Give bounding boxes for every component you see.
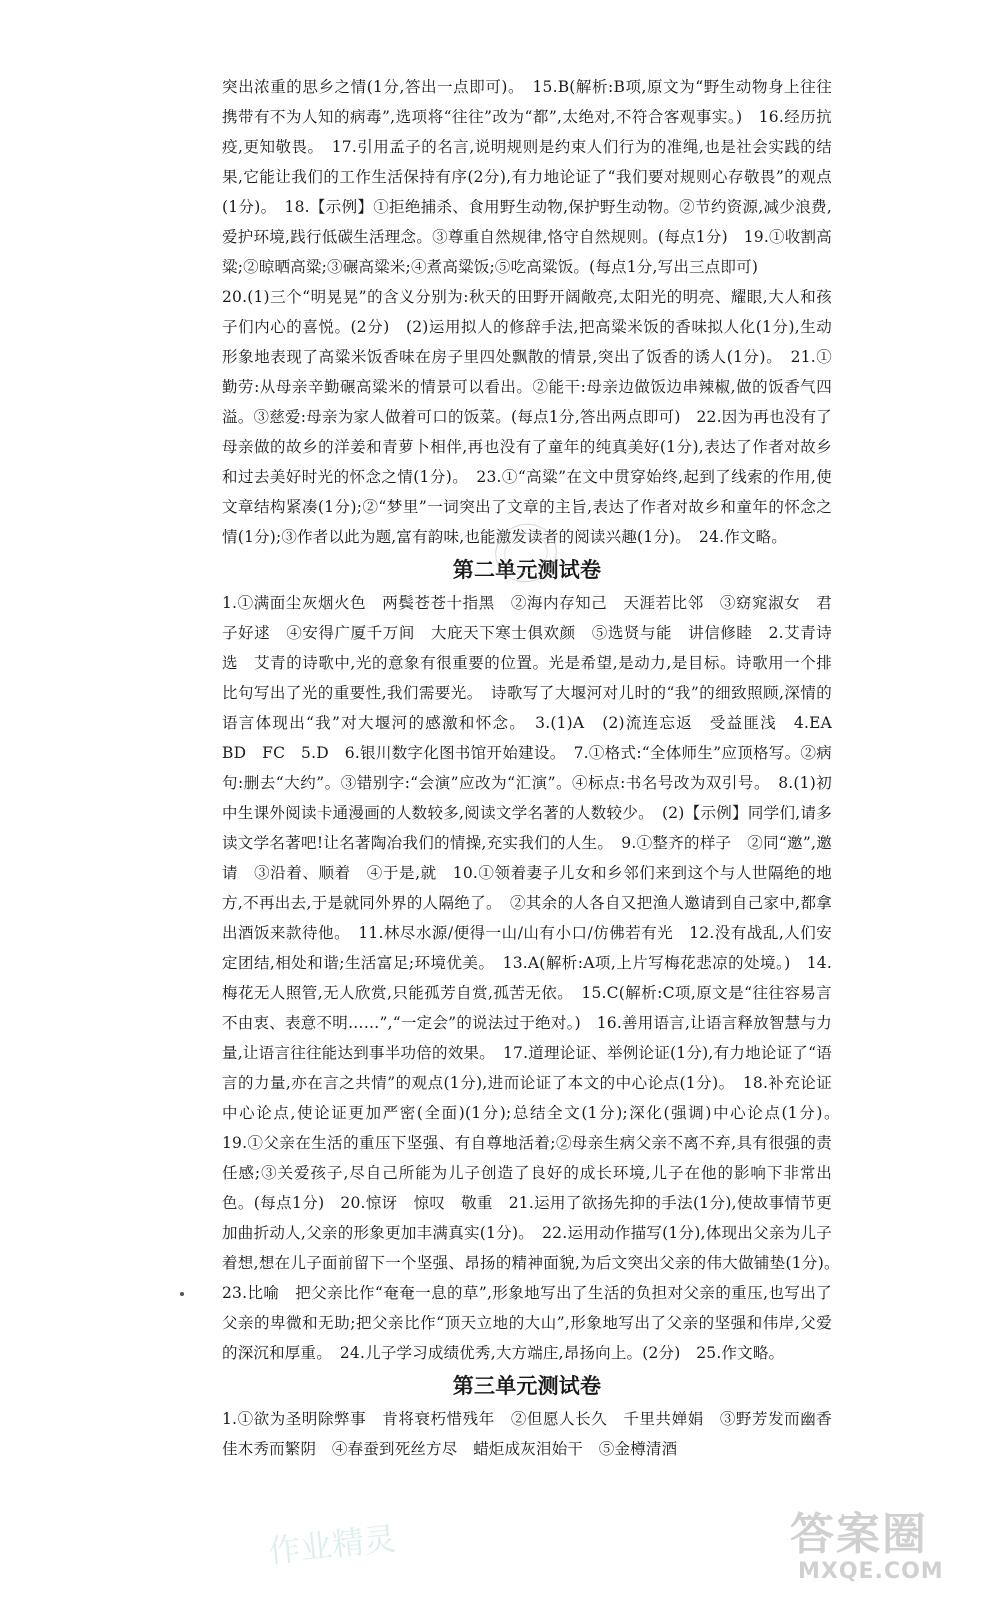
answer-paragraph: 1.①欲为圣明除弊事 肯将衰朽惜残年 ②但愿人长久 千里共婵娟 ③野芳发而幽香 佳木秀而繁阴 ④春蚕到死丝方尽 蜡炬成灰泪始干 ⑤金樽清酒 xyxy=(222,1410,848,1458)
answer-column xyxy=(222,72,848,1464)
watermark-logo-en: MXQE.COM xyxy=(798,1559,944,1584)
answer-paragraph: 突出浓重的思乡之情(1分,答出一点即可)。 15.B(解析:B项,原文为“野生动物身上往往携带有不为人知的病毒”,选项将“往往”改为“都”,太绝对,不符合客观事实。) 16.经历抗疫,更知敬畏。 17.引用孟子的名言,说明规则是约束人们行为的准绳,也是社会实践的结果,它能让我们的工作生活保持有序(2分),有力地论证了“我们要对规则心存敬畏”的观点(1分)。 18.【示例】①拒绝捕杀、食用野生动物,保护野生动物。②节约资源,减少浪费,爱护环境,践行低碳生活理念。③尊重自然规律,恪守自然规则。(每点1分) 19.①收割高粱;②晾晒高粱;③碾高粱米;④煮高粱饭;⑤吃高粱饭。(每点1分,写出三点即可) xyxy=(222,78,832,276)
ink-dot xyxy=(180,1292,184,1296)
section-heading-unit-2: 第二单元测试卷 xyxy=(452,558,602,582)
answer-paragraph: 1.①满面尘灰烟火色 两鬓苍苍十指黑 ②海内存知己 天涯若比邻 ③窈窕淑女 君子好逑 ④安得广厦千万间 大庇天下寒士俱欢颜 ⑤选贤与能 讲信修睦 2.艾青诗选 艾青的诗歌中,光的意象有很重要的位置。光是希望,是动力,是目标。诗歌用一个排比句写出了光的重要性,我们需要光。 诗歌写了大堰河对儿时的“我”的细致照顾,深情的语言体现出“我”对大堰河的感激和怀念。 3.(1)A (2)流连忘返 受益匪浅 4.EA BD FC 5.D 6.银川数字化图书馆开始建设。 7.①格式:“全体师生”应顶格写。②病句:删去“大约”。③错别字:“会演”应改为“汇演”。④标点:书名号改为双引号。 8.(1)初中生课外阅读卡通漫画的人数较多,阅读文学名著的人数较少。 (2)【示例】同学们,请多读文学名著吧!让名著陶冶我们的情操,充实我们的人生。 9.①整齐的样子 ②同“邀”,邀请 ③沿着、顺着 ④于是,就 10.①领着妻子儿女和乡邻们来到这个与人世隔绝的地方,不再出去,于是就同外界的人隔绝了。 ②其余的人各自又把渔人邀请到自己家中,都拿出酒饭来款待他。 11.林尽水源/便得一山/山有小口/仿佛若有光 12.没有战乱,人们安定团结,相处和谐;生活富足;环境优美。 13.A(解析:A项,上片写梅花悲凉的处境。) 14.梅花无人照管,无人欣赏,只能孤芳自赏,孤苦无依。 15.C(解析:C项,原文是“往往容易言不由衷、表意不明……”,“一定会”的说法过于绝对。) 16.善用语言,让语言释放智慧与力量,让语言往往能达到事半功倍的效果。 17.道理论证、举例论证(1分),有力地论证了“语言的力量,亦在言之共情”的观点(1分),进而论证了本文的中心论点(1分)。 18.补充论证中心论点,使论证更加严密(全面)(1分);总结全文(1分);深化(强调)中心论点(1分)。 19.①父亲在生活的重压下坚强、有自尊地活着;②母亲生病父亲不离不弃,具有很强的责任感;③关爱孩子,尽自己所能为儿子创造了良好的成长环境,儿子在他的影响下非常出色。(每点1分) 20.惊讶 惊叹 敬重 21.运用了欲扬先抑的手法(1分),使故事情节更加曲折动人,父亲的形象更加丰满真实(1分)。 22.运用动作描写(1分),体现出父亲为儿子着想,想在儿子面前留下一个坚强、昂扬的精神面貌,为后文突出父亲的伟大做铺垫(1分)。 23.比喻 把父亲比作“奄奄一息的草”,形象地写出了生活的负担对父亲的重压,也写出了父亲的卑微和无助;把父亲比作“顶天立地的大山”,形象地写出了父亲的坚强和伟岸,父爱的深沉和厚重。 24.儿子学习成绩优秀,大方端庄,昂扬向上。(2分) 25.作文略。 xyxy=(222,594,848,1362)
answer-paragraph: 20.(1)三个“明晃晃”的含义分别为:秋天的田野开阔敞亮,太阳光的明亮、耀眼,大人和孩子们内心的喜悦。(2分) (2)运用拟人的修辞手法,把高粱米饭的香味拟人化(1分),生动形象地表现了高粱米饭香味在房子里四处飘散的情景,突出了饭香的诱人(1分)。 21.①勤劳:从母亲辛勤碾高粱米的情景可以看出。②能干:母亲边做饭边串辣椒,做的饭香气四溢。③慈爱:母亲为家人做着可口的饭菜。(每点1分,答出两点即可) 22.因为再也没有了母亲做的故乡的洋姜和青萝卜相伴,再也没有了童年的纯真美好(1分),表达了作者对故乡和过去美好时光的怀念之情(1分)。 23.①“高粱”在文中贯穿始终,起到了线索的作用,使文章结构紧凑(1分);②“梦里”一词突出了文章的主旨,表达了作者对故乡和童年的怀念之情(1分);③作者以此为题,富有韵味,也能激发读者的阅读兴趣(1分)。 24.作文略。 xyxy=(222,288,832,546)
watermark-logo xyxy=(790,1510,990,1590)
section-heading-unit-3: 第三单元测试卷 xyxy=(452,1374,602,1398)
watermark-logo-cn: 答案圈 xyxy=(790,1509,928,1560)
watermark-text-bottom: 作业精灵 xyxy=(266,1519,398,1571)
